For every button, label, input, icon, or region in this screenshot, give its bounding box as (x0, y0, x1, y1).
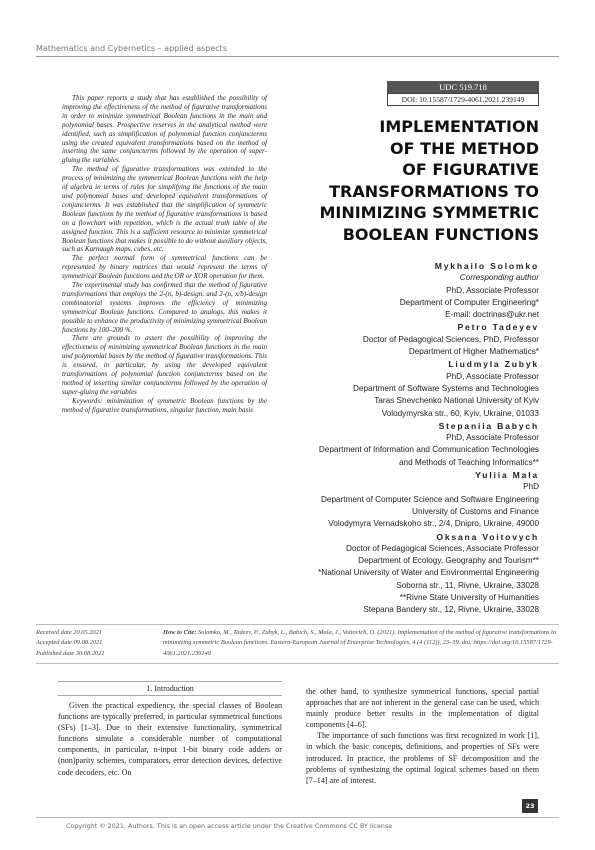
title-line: TRANSFORMATIONS TO (329, 181, 539, 201)
author-affiliation-line: **Rivne State University of Humanities (399, 593, 539, 603)
title-line: IMPLEMENTATION (379, 117, 539, 136)
author-affiliation-line: PhD, Associate Professor (446, 371, 539, 381)
body-paragraph: Given the practical expediency, the special classes of Boolean functions are typically preferred, in particular symmetrical functions (SFs) [1–3]. Due to their extensive functionality, symmetrical functions simulate a considerable number of computational components, in particular, n-input 1-bit binary code adders or (non)parity schemes, comparators, error detection devices, defective code decoders, etc. On (58, 701, 282, 777)
author-name: Mykhailo Solomko (434, 261, 539, 271)
author-affiliation-line: Soborna str., 11, Rivne, Ukraine, 33028 (396, 580, 539, 590)
author-affiliation-line: Corresponding author (459, 273, 539, 283)
doi-link[interactable]: DOI: 10.15587/1729-4061.2021.239149 (387, 93, 539, 106)
author-name: Yuliia Mala (475, 470, 539, 481)
author-affiliation-line: Taras Shevchenko National University of Kyiv (374, 396, 539, 406)
copyright-footer: Copyright © 2021, Authors. This is an open access article under the Creative Commons CC BY license (66, 822, 393, 830)
abstract-paragraph: There are grounds to assert the possibility of improving the effectiveness of minimizing symmetrical Boolean functions in the main and polynomial bases by the method of figurative transformations. This is ensured, in particular, by using the developed equivalent transformations of polynomial function conjuncterms based on the method of inserting similar conjuncterms followed by the operation of super-gluing the variables (62, 334, 267, 396)
author-affiliation-line: and Methods of Teaching Informatics** (398, 457, 539, 467)
title-line: BOOLEAN FUNCTIONS (342, 224, 539, 244)
author-affiliation-line: E-mail: doctrinas@ukr.net (445, 310, 539, 320)
title-line: OF FIGURATIVE (402, 160, 539, 179)
body-paragraph: The importance of such functions was first recognized in work [1], in which the basic concepts, definitions, and properties of SFs were introduced. In practice, the problems of SF decomposition and the problems of synthesizing the optimal logical schemes based on them [7–14] are of interest. (306, 731, 539, 785)
keywords: Keywords: minimization of symmetric Boolean functions by the method of figurative transformations, singular function, main basis (62, 396, 267, 414)
author-affiliation-line: Department of Software Systems and Technologies (353, 383, 539, 393)
author-affiliation-line: Department of Computer Engineering* (399, 297, 539, 307)
accepted-date: Accepted date 09.08.2021 (36, 639, 103, 647)
author-name: Liudmyla Zubyk (448, 359, 539, 370)
author-affiliation-line: PhD (523, 482, 539, 492)
author-name: Stepaniia Babych (438, 420, 539, 431)
how-to-cite (163, 628, 559, 659)
author-affiliation-line: University of Customs and Finance (412, 506, 539, 516)
page-number: 23 (522, 799, 538, 813)
header-divider (36, 56, 559, 57)
author-affiliation-line: Volodymyrska str., 60, Kyiv, Ukraine, 01033 (381, 408, 539, 418)
author-affiliation-line: *National University of Water and Environmental Engineering (318, 568, 539, 578)
divider (36, 663, 559, 664)
author-list (272, 260, 539, 617)
author-affiliation-line: Department of Information and Communication Technologies (318, 445, 539, 455)
abstract-paragraph: The experimental study has confirmed that the method of figurative transformations that employs the 2-(n, b)-design, and 2-(n, x/b)-design combinatorial systems improves the efficiency of minimizing symmetrical Boolean functions. Compared to analogs, this makes it possible to enhance the productivity of minimizing symmetrical Boolean functions by 100–200 %. (62, 281, 267, 334)
journal-section-header: Mathematics and Cybernetics – applied aspects (36, 44, 227, 53)
author-affiliation-line: Stepana Bandery str., 12, Rivne, Ukraine, 33028 (363, 605, 539, 615)
author-name: Petro Tadeyev (457, 322, 539, 333)
author-affiliation-line: Department of Ecology, Geography and Tourism** (358, 556, 539, 566)
author-affiliation-line: Department of Higher Mathematics* (408, 347, 539, 357)
paper-title (292, 116, 539, 245)
author-affiliation-line: Doctor of Pedagogical Sciences, Associate Professor (346, 543, 539, 553)
author-affiliation-line: PhD, Associate Professor (446, 433, 539, 443)
body-paragraph: the other hand, to synthesize symmetrical functions, special partial approaches that are not inherent in the general case can be used, which mainly produce better results in the implementation of digital components [4–6]. (306, 687, 539, 730)
section-heading: 1. Introduction (58, 681, 282, 696)
divider (36, 624, 559, 625)
author-affiliation-line: Doctor of Pedagogical Sciences, PhD, Professor (362, 334, 539, 344)
author-affiliation-line: Department of Computer Science and Software Engineering (320, 494, 539, 504)
abstract-paragraph: The method of figurative transformations was extended to the process of minimizing the symmetrical Boolean functions with the help of algebra in terms of rules for simplifying the functions of the main and polynomial bases and developed equivalent transformations of conjuncterms. It was established that the simplification of symmetric Boolean functions by the method of figurative transformations is based on a flowchart with repetition, which is the actual truth table of the assigned function. This is a sufficient resource to minimize symmetrical Boolean functions that makes it possible to do without auxiliary objects, such as Karnaugh maps, cubes, etc. (62, 165, 267, 254)
body-column-left (58, 700, 282, 778)
abstract-paragraph: This paper reports a study that has established the possibility of improving the effectiveness of the method of figurative transformations in order to minimize symmetrical Boolean functions in the main and polynomial bases. Prospective reserves in the analytical method were identified, such as simplification of polynomial function conjuncterms using the created equivalent transformations based on the method of inserting the same conjuncterms followed by the operation of super-gluing the variables. (62, 94, 267, 165)
how-to-cite-label: How to Cite: (163, 629, 197, 636)
title-line: MINIMIZING SYMMETRIC (319, 203, 539, 222)
published-date: Published date 30.08.2021 (36, 649, 105, 657)
citation-text[interactable]: Solomko, M., Tadeev, P., Zubyk, L., Babich, S., Mala, J., Voitovich, O. (2021). Implementation of the method of figurative transformations to minimizing symmetric Boolean functions. Eastern-European Journal of Enterprise Technologies, 4 (4 (112)), 23–39. doi: https://doi.org/10.15587/1729-4061.2021.239149 (163, 629, 557, 657)
udc-badge: UDC 519.718 (387, 81, 539, 93)
abstract-paragraph: The perfect normal form of symmetrical functions can be represented by binary matrices that would represent the terms of symmetrical Boolean functions and the OR or XOR operation for them. (62, 254, 267, 281)
author-affiliation-line: PhD, Associate Professor (446, 285, 539, 295)
article-dates (36, 628, 152, 659)
author-name: Oksana Voitovych (436, 531, 539, 542)
footer-divider (36, 817, 559, 818)
abstract (62, 94, 267, 415)
body-column-right (306, 686, 539, 786)
received-date: Received date 20.05.2021 (36, 629, 103, 636)
author-affiliation-line: Volodymyra Vernadskoho str., 2/4, Dnipro, Ukraine, 49000 (328, 519, 539, 529)
title-line: OF THE METHOD (390, 138, 539, 158)
